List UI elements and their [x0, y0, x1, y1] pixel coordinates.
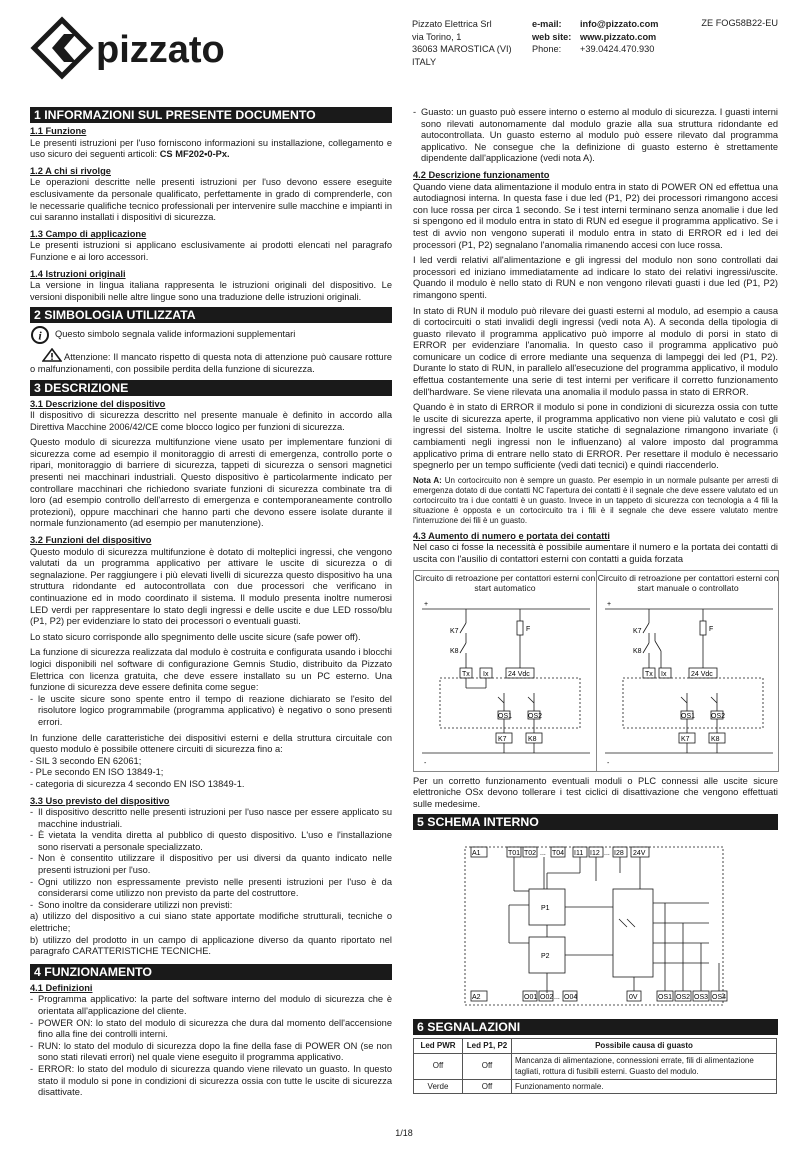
brand-name: pizzato [96, 29, 225, 71]
terminal-t01: T01 [508, 850, 521, 858]
circuit-plus: + [607, 600, 612, 608]
circuit-k8: K8 [633, 647, 642, 655]
company-contact [532, 18, 658, 56]
list-item-text: Ogni utilizzo non espressamente previsto nelle presenti istruzioni per l'uso è da considerarsi come utilizzo non previsto da parte del costruttore. [38, 876, 392, 899]
terminal-dots-3: ... [554, 994, 560, 1002]
circuit-ix: Ix [661, 670, 667, 678]
subsection-3-1: 3.1 Descrizione del dispositivo [30, 398, 166, 409]
safety-level-cat: - categoria di sicurezza 4 secondo EN ISO 13849-1. [30, 778, 245, 789]
subsection-3-2: 3.2 Funzioni del dispositivo [30, 535, 152, 546]
circuit-manual-start-title: Circuito di retroazione per contattori esterni con start manuale o controllato [597, 572, 779, 593]
paragraph-4-2c: In stato di RUN il modulo può rilevare dei guasti esterni al modulo, ad esempio a causa di cortocircuiti o stati invalidi degli ingressi (vedi nota A). A seconda della tipologia di guasto rilevato il programma applicativo può imporre al modulo di porsi in stato di ERROR per evidenziare l'anomalia. In questo caso il programma applicativo può comunicare un codice di errore mediante una sequenza di lampeggi dei led (P1, P2). Durante lo stato di RUN, in parallelo all'esecuzione del programma applicativo, il modulo effettua costantemente una serie di test interni per verificare il corretto funzionamento dell'hardware. Se viene rilevata una anomalia il modulo passa in stato di ERROR. [413, 305, 778, 397]
terminal-o01: O01 [524, 994, 538, 1002]
safety-level-sil: - SIL 3 secondo EN 62061; [30, 755, 142, 766]
paragraph-3-2b: Lo stato sicuro corrisponde allo spegnimento delle uscite sicure (safe power off). [30, 631, 361, 642]
table-cell: Off [414, 1053, 463, 1079]
circuit-ix: Ix [483, 670, 489, 678]
internal-schematic [413, 833, 778, 1013]
unintended-use-a: a) utilizzo del dispositivo a cui siano state apportate modifiche strutturali, tecniche o elettriche; [30, 911, 392, 934]
warning-icon [42, 348, 62, 362]
terminal-t04: T04 [552, 850, 565, 858]
circuit-k8: K8 [450, 647, 459, 655]
phone-label: Phone: [532, 44, 562, 54]
table-cell: Funzionamento normale. [512, 1079, 777, 1094]
list-item: - Il dispositivo descritto nelle presenti istruzioni per l'uso nasce per essere applicato su macchine industriali. [30, 807, 392, 829]
svg-text:i: i [38, 328, 42, 343]
web-label: web site: [532, 31, 572, 42]
circuit-coil-k7: K7 [681, 735, 690, 743]
list-item: - ERROR: lo stato del modulo di sicurezza quando viene rilevato un guasto. In questo stato il modulo si pone in condizioni di sicurezza ossia con tutte le uscite di sicurezza disattivate. [30, 1063, 392, 1098]
paragraph-4-3: Nel caso ci fosse la necessità è possibile aumentare il numero e la portata dei contatti di uscita con l'ausilio di contattori esterni con contatti a guida forzata [413, 542, 778, 564]
circuit-coil-k8: K8 [711, 735, 720, 743]
circuit-minus: - [607, 759, 610, 767]
circuit-tx: Tx [462, 670, 470, 678]
article-code: CS MF202•0-Px. [159, 149, 230, 160]
page-header [0, 0, 808, 100]
logo-mark-icon [30, 16, 230, 80]
circuit-f: F [526, 625, 531, 633]
terminal-dots-2: ... [604, 850, 610, 858]
list-item: - È vietata la vendita diretta al pubblico di questo dispositivo. L'uso e l'installazione sono riservati a personale specializzato. [30, 830, 392, 852]
note-a [413, 476, 778, 526]
terminal-o02: O02 [540, 994, 554, 1002]
circuit-f: F [709, 625, 714, 633]
paragraph-1-1 [30, 138, 392, 161]
warning-symbol-text: Attenzione: Il mancato rispetto di questa nota di attenzione può causare rotture o malfunzionamenti, con possibile perdita della funzione di sicurezza. [30, 352, 392, 374]
pizzato-logo [30, 16, 230, 85]
feedback-circuits-figure [413, 570, 779, 772]
paragraph-4-2d: Quando è in stato di ERROR il modulo si pone in condizioni di sicurezza ossia con tutte le uscite di sicurezza aperte, il programma applicativo non viene più valutato e così gli ingressi del sistema. Inoltre le uscite statiche di segnalazione rimangono invariate (i cambiamenti negli ingressi non le influenzano) al valore imposto dal programma applicativo prima di entrare nello stato di ERROR. Per resettare il modulo è necessario spegnerlo per un tempo sufficiente (vedi dati tecnici) e quindi riaccenderlo. [413, 402, 778, 471]
terminal-i11: I11 [574, 850, 584, 858]
circuit-24v: 24 Vdc [508, 670, 530, 678]
table-cell: Mancanza di alimentazione, connessioni errate, fili di alimentazione tagliati, rottura di fusibili esterni. Guasto del modulo. [512, 1053, 777, 1079]
paragraph-3-2c: La funzione di sicurezza realizzata dal modulo è costruita e configurata usando i blocchi logici disponibili nel software di configurazione Gemnis Studio, distribuito da Pizzato Elettrica con licenza gratuita, che deve essere installato su un PC esterno. Una funzione di sicurezza deve essere definita come segue: [30, 647, 392, 693]
terminal-os3: OS3 [694, 994, 709, 1002]
paragraph-4-3b: Per un corretto funzionamento eventuali moduli o PLC connessi alle uscite sicure elettroniche OSx devono tollerare i test ciclici di disattivazione che vengono effettuati sulle medesime. [413, 775, 778, 809]
circuit-k7: K7 [633, 627, 642, 635]
table-cell: Off [463, 1053, 512, 1079]
section-title-6: 6 SEGNALAZIONI [413, 1019, 778, 1035]
list-item: - Ogni utilizzo non espressamente previsto nelle presenti istruzioni per l'uso è da considerarsi come utilizzo non previsto da parte del costruttore. [30, 876, 392, 899]
circuit-os2: OS2 [711, 712, 726, 720]
circuit-os1: OS1 [498, 712, 513, 720]
unintended-use-b: b) utilizzo del prodotto in un campo di applicazione diverso da quanto riportato nel paragrafo CARATTERISTICHE TECNICHE. [30, 934, 392, 957]
list-item: - Guasto: un guasto può essere interno o esterno al modulo di sicurezza. I guasti interni sono rilevati autonomamente dal modulo grazie alla sua struttura ridondante ed autocontrollata. Un guasto esterno al modulo può essere rilevato dal programma applicativo. Ne consegue che la definizione di guasto esterno è strettamente dipendente dall'applicazione (vedi nota A). [413, 107, 778, 164]
list-item-text: Programma applicativo: la parte del software interno del modulo di sicurezza che è orientata all'applicazione del cliente. [38, 994, 392, 1016]
table-header-pwr: Led PWR [414, 1038, 463, 1053]
paragraph-3-1b: Questo modulo di sicurezza multifunzione viene usato per implementare funzioni di sicurezza come ad esempio il monitoraggio di arresti di emergenza, controllo porte o ripari, monitoraggio di barriere di sicurezza, tappeti di sicurezza o sensori magnetici presenti nei macchinari industriali. Questo dispositivo è particolarmente indicato per controllare macchinari che richiedono svariate funzioni di sicurezza combinate tra di loro (ad esempio controllo dell'arresto di emergenza e contemporaneamente controllo protezioni), oppure macchinari che hanno parti che devono essere isolate durante il normale funzionamento (ad esempio per manutenzione). [30, 437, 392, 529]
terminal-i28: I28 [614, 850, 624, 858]
signals-table [413, 1038, 777, 1094]
subsection-1-2: 1.2 A chi si rivolge [30, 165, 111, 176]
email-link[interactable]: info@pizzato.com [580, 19, 659, 29]
note-a-label: Nota A: [413, 475, 442, 485]
table-cell: Verde [414, 1079, 463, 1094]
list-item-text: ERROR: lo stato del modulo di sicurezza quando viene rilevato un guasto. In questo stato il modulo si pone in condizioni di sicurezza ossia con tutte le uscite di sicurezza disattivate. [38, 1063, 392, 1098]
circuit-auto-start [414, 571, 597, 771]
circuit-os1: OS1 [681, 712, 696, 720]
circuit-auto-start-diagram [414, 593, 596, 769]
list-item: - Sono inoltre da considerare utilizzi non previsti: [30, 900, 392, 912]
info-symbol-row [30, 326, 392, 344]
paragraph-1-1-text: Le presenti istruzioni per l'uso forniscono informazioni su installazione, collegamento e uso sicuro dei seguenti articoli: [30, 137, 392, 160]
terminal-a1: A1 [472, 850, 481, 858]
terminal-dots-1: ... [540, 850, 546, 858]
circuit-manual-start-diagram [597, 593, 779, 769]
subsection-4-1: 4.1 Definizioni [30, 982, 93, 993]
circuit-coil-k8: K8 [528, 735, 537, 743]
list-item-text: Guasto: un guasto può essere interno o esterno al modulo di sicurezza. I guasti interni sono rilevati autonomamente dal modulo grazie alla sua struttura ridondante ed autocontrollata. Un guasto esterno al modulo può essere rilevato dal programma applicativo. Ne consegue che la definizione di guasto esterno è strettamente dipendente dall'applicazione (vedi nota A). [421, 107, 778, 164]
processor-p1: P1 [541, 905, 550, 913]
subsection-1-1: 1.1 Funzione [30, 126, 87, 136]
email-label: e-mail: [532, 19, 562, 29]
warning-symbol-row [30, 348, 392, 375]
document-code: ZE FOG58B22-EU [701, 18, 778, 28]
subsection-4-2: 4.2 Descrizione funzionamento [413, 169, 550, 180]
left-column [30, 107, 392, 1099]
terminal-os1: OS1 [658, 994, 673, 1002]
processor-p2: P2 [541, 953, 550, 961]
table-row [414, 1079, 777, 1094]
circuit-auto-start-title: Circuito di retroazione per contattori esterni con start automatico [414, 572, 596, 593]
info-icon [30, 326, 52, 344]
terminal-24v: 24V [633, 850, 646, 858]
list-item-text: Il dispositivo descritto nelle presenti istruzioni per l'uso nasce per essere applicato su macchine industriali. [38, 807, 392, 829]
terminal-i12: I12 [590, 850, 600, 858]
table-header-p1p2: Led P1, P2 [463, 1038, 512, 1053]
subsection-1-4: 1.4 Istruzioni originali [30, 268, 126, 279]
list-item: - RUN: lo stato del modulo di sicurezza dopo la fine della fase di POWER ON (se non sono stati rilevati errori) nel quale viene eseguito il programma applicativo. [30, 1040, 392, 1063]
list-item-text: Sono inoltre da considerare utilizzi non previsti: [38, 899, 233, 910]
company-country: ITALY [412, 56, 437, 67]
company-city: 36063 MAROSTICA (VI) [412, 44, 512, 54]
info-symbol-text: Questo simbolo segnala valide informazioni supplementari [55, 329, 296, 340]
circuit-24v: 24 Vdc [691, 670, 713, 678]
subsection-1-3: 1.3 Campo di applicazione [30, 228, 147, 239]
paragraph-1-4: La versione in lingua italiana rappresenta le istruzioni originali del dispositivo. Le versioni disponibili nelle altre lingue sono una traduzione delle istruzioni originali. [30, 280, 392, 302]
phone-value: +39.0424.470.930 [580, 44, 655, 54]
circuit-plus: + [424, 600, 429, 608]
company-address [412, 18, 512, 68]
paragraph-3-2e: In funzione delle caratteristiche dei dispositivi esterni e della struttura circuitale con questo modulo è possibile ottenere circuiti di sicurezza fino a: [30, 732, 392, 755]
paragraph-3-2a: Questo modulo di sicurezza multifunzione è dotato di molteplici ingressi, che vengono valutati da un programma applicativo per attivare le uscite di sicurezza o di segnalazione. Per raggiungere i più elevati livelli di sicurezza questo dispositivo ha una struttura ridondante ed autocontrollata con due processori che verificano in continuazione ed in modo coordinato il sistema. Il modulo presenta inoltre numerosi LED verdi per rappresentare lo stato degli ingressi e delle uscite e due LED rosso/blu (P1, P2) per evidenziare lo stato dei processori o eventuali guasti. [30, 546, 392, 627]
table-cell: Off [463, 1079, 512, 1094]
list-item-text: È vietata la vendita diretta al pubblico di questo dispositivo. L'uso e l'installazione sono riservati a personale specializzato. [38, 830, 392, 852]
list-item-text: POWER ON: lo stato del modulo di sicurezza che dura dal momento dell'accensione fino alla fine dei controlli interni. [38, 1017, 392, 1040]
circuit-coil-k7: K7 [498, 735, 507, 743]
section-title-4: 4 FUNZIONAMENTO [30, 964, 392, 980]
subsection-4-3: 4.3 Aumento di numero e portata dei contatti [413, 530, 610, 541]
terminal-o04: O04 [564, 994, 578, 1002]
paragraph-4-2b: I led verdi relativi all'alimentazione e gli ingressi del modulo non sono controllati dai processori ed iniziano immediatamente ad indicare lo stato dei relativi ingressi/uscite. Quando il modulo è nello stato di RUN e non vengono rilevati guasti i due led (P1, P2) rimangono spenti. [413, 255, 778, 300]
terminal-os2: OS2 [676, 994, 691, 1002]
paragraph-4-2a: Quando viene data alimentazione il modulo entra in stato di POWER ON ed effettua una autodiagnosi interna. In questa fase i due led (P1, P2) dei processori rimangono accesi con luce rossa per circa 1 secondo. Se i test interni terminano senza anomalie i due led si spengono ed il modulo entra in stato di RUN ed esegue il programma applicativo. Se i test di avvio non vengono superati il modulo entra in stato di ERROR ed i led dei processori (P1, P2) segnalano l'anomalia rimanendo accesi con luce rossa. [413, 181, 778, 250]
safety-level-ple: - PLe secondo EN ISO 13849-1; [30, 767, 164, 778]
list-item-text: RUN: lo stato del modulo di sicurezza dopo la fine della fase di POWER ON (se non sono stati rilevati errori) nel quale viene eseguito il programma applicativo. [38, 1040, 392, 1063]
terminal-os4: OS4 [712, 994, 727, 1002]
section-title-3: 3 DESCRIZIONE [30, 380, 392, 396]
circuit-tx: Tx [645, 670, 653, 678]
company-street: via Torino, 1 [412, 31, 462, 42]
list-item: - POWER ON: lo stato del modulo di sicurezza che dura dal momento dell'accensione fino alla fine dei controlli interni. [30, 1017, 392, 1040]
list-item-text: Non è consentito utilizzare il dispositivo per usi diversi da quanto indicato nelle presenti istruzioni per l'uso. [38, 853, 392, 876]
circuit-minus: - [424, 759, 427, 767]
paragraph-1-3: Le presenti istruzioni si applicano esclusivamente ai prodotti elencati nel paragrafo Funzione e ai loro accessori. [30, 240, 392, 262]
section-title-5: 5 SCHEMA INTERNO [413, 814, 778, 830]
paragraph-3-1a: Il dispositivo di sicurezza descritto nel presente manuale è definito in accordo alla Direttiva Macchine 2006/42/CE come blocco logico per funzioni di sicurezza. [30, 410, 392, 432]
circuit-os2: OS2 [528, 712, 543, 720]
table-row [414, 1053, 777, 1079]
table-header-cause: Possibile causa di guasto [512, 1038, 777, 1053]
terminal-a2: A2 [472, 994, 481, 1002]
subsection-3-3: 3.3 Uso previsto del dispositivo [30, 795, 170, 806]
page-number: 1/18 [395, 1128, 413, 1138]
list-item: - Non è consentito utilizzare il dispositivo per usi diversi da quanto indicato nelle presenti istruzioni per l'uso. [30, 853, 392, 876]
terminal-0v: 0V [629, 994, 638, 1002]
terminal-t02: T02 [524, 850, 537, 858]
list-item: - Programma applicativo: la parte del software interno del modulo di sicurezza che è orientata all'applicazione del cliente. [30, 994, 392, 1016]
note-a-text: Un cortocircuito non è sempre un guasto. Per esempio in un normale pulsante per arresti di emergenza dotato di due contatti NC l'apertura dei contatti è il segnale che deve essere valutato ed un cortocircuito tra i due contatti è un guasto. Invece in un tappeto di sicurezza con tecnologia a 4 fili la situazione è opposta e un cortocircuito tra i fili è il segnale che deve essere valutato mentre l'interruzione dei fili è un guasto. [413, 475, 778, 525]
section-title-2: 2 SIMBOLOGIA UTILIZZATA [30, 307, 392, 323]
list-item: - le uscite sicure sono spente entro il tempo di reazione dichiarato se l'esito del risolutore logico programmabile (programma applicativo) è negativo o sono presenti errori. [30, 693, 392, 727]
circuit-k7: K7 [450, 627, 459, 635]
web-link[interactable]: www.pizzato.com [580, 31, 657, 42]
list-item-text: le uscite sicure sono spente entro il tempo di reazione dichiarato se l'esito del risolutore logico programmabile (programma applicativo) è negativo o sono presenti errori. [38, 693, 392, 727]
circuit-manual-start [597, 571, 779, 771]
company-name: Pizzato Elettrica Srl [412, 19, 492, 29]
section-title-1: 1 INFORMAZIONI SUL PRESENTE DOCUMENTO [30, 107, 392, 123]
paragraph-1-2: Le operazioni descritte nelle presenti istruzioni per l'uso devono essere eseguite esclusivamente da personale qualificato, perfettamente in grado di comprenderle, con le necessarie qualifiche tecnico professionali per intervenire sulle macchine e impianti in cui saranno installati i dispositivi di sicurezza. [30, 177, 392, 223]
right-column [413, 107, 778, 1094]
